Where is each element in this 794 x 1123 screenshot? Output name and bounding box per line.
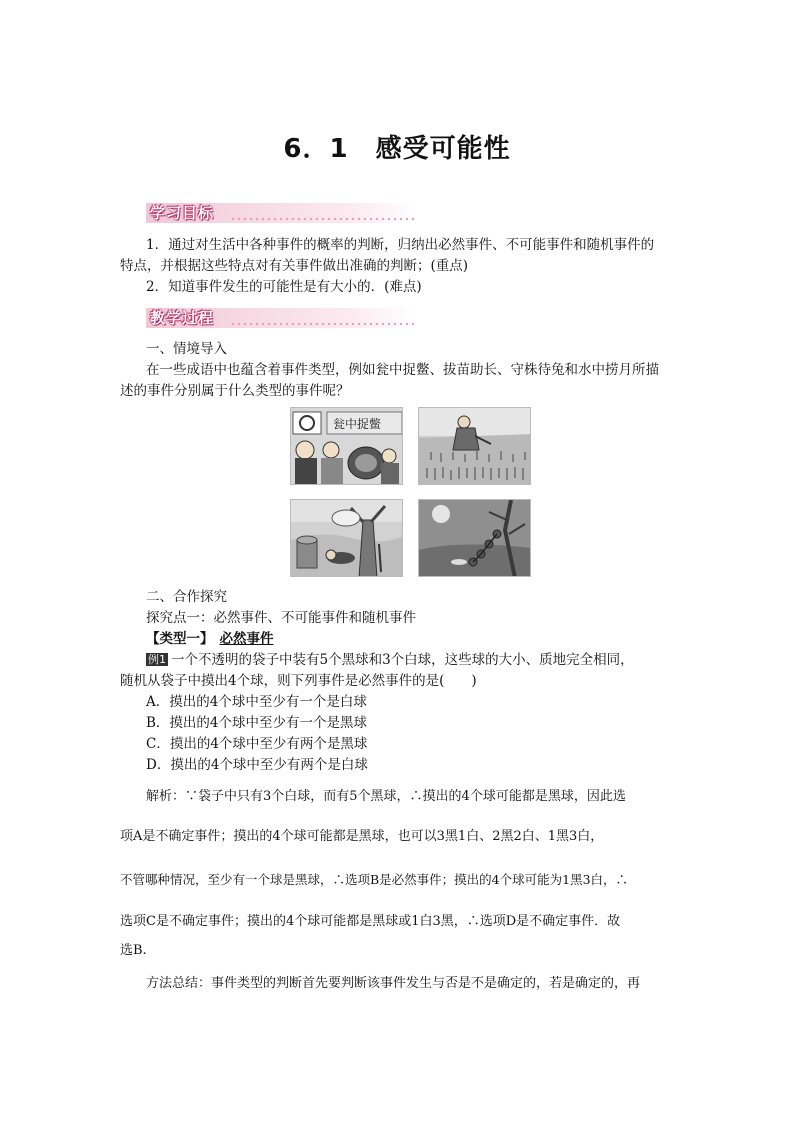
- option-a: A．摸出的4个球中至少有一个是白球: [146, 694, 367, 710]
- exploration-point-1: 探究点一：必然事件、不可能事件和随机事件: [146, 610, 416, 626]
- idiom-illustrations: [290, 407, 532, 577]
- illustration-turtle-in-jar: [290, 407, 403, 485]
- illustration-caption: 瓮中捉鳖: [333, 417, 382, 431]
- teaching-process-banner: [146, 308, 416, 328]
- teaching-process-tag: 教学过程: [150, 309, 215, 327]
- intro-line-2: 述的事件分别属于什么类型的事件呢？: [120, 383, 350, 399]
- intro-line-1: 在一些成语中也蕴含着事件类型，例如瓮中捉鳖、拔苗助长、守株待兔和水中捞月所描: [146, 362, 659, 378]
- intro-heading: 一、情境导入: [146, 341, 227, 357]
- option-b: B．摸出的4个球中至少有一个是黑球: [146, 715, 368, 731]
- analysis-line-2: 项A是不确定事件；摸出的4个球可能都是黑球，也可以3黑1白、2黑2白、1黑3白，: [120, 829, 604, 844]
- learning-goals-banner: [146, 203, 416, 223]
- type-1-bracket: 【类型一】: [146, 631, 214, 647]
- banner-dots: [230, 217, 416, 221]
- illustration-waiting-by-stump: [290, 499, 403, 577]
- example-badge: 例1: [148, 653, 166, 666]
- example-1-line-2: 随机从袋子中摸出4个球，则下列事件是必然事件的是( ): [120, 673, 477, 689]
- analysis-line-3: 不管哪种情况，至少有一个球是黑球，∴选项B是必然事件；摸出的4个球可能为1黑3白，∴: [120, 872, 629, 887]
- example-1-text: 一个不透明的袋子中装有5个黑球和3个白球，这些球的大小、质地完全相同，: [171, 652, 634, 668]
- option-d: D．摸出的4个球中至少有两个是白球: [146, 757, 368, 773]
- banner-dots: [230, 322, 416, 326]
- example-1-line-1: [146, 650, 634, 671]
- cooperation-heading: 二、合作探究: [146, 589, 227, 605]
- type-1-name: 必然事件: [219, 631, 274, 647]
- illustration-fishing-for-moon: [418, 499, 531, 577]
- goal-item-1-line-1: 1．通过对生活中各种事件的概率的判断，归纳出必然事件、不可能事件和随机事件的: [146, 237, 655, 253]
- method-summary-line-1: 方法总结：事件类型的判断首先要判断该事件发生与否是不是确定的，若是确定的，再: [146, 976, 641, 991]
- goal-item-1-line-2: 特点，并根据这些特点对有关事件做出准确的判断；(重点): [120, 258, 469, 274]
- page-title: 6．1 感受可能性: [283, 134, 511, 164]
- type-1-heading: [146, 629, 274, 650]
- illustration-pulling-seedlings: [418, 407, 531, 485]
- analysis-line-1: 解析：∵袋子中只有3个白球，而有5个黑球，∴摸出的4个球可能都是黑球，因此选: [146, 789, 626, 804]
- analysis-line-5: 选B.: [120, 943, 147, 958]
- option-c: C．摸出的4个球中至少有两个是黑球: [146, 736, 368, 752]
- goal-item-2: 2．知道事件发生的可能性是有大小的．(难点): [146, 279, 422, 295]
- learning-goals-tag: 学习目标: [150, 204, 215, 222]
- analysis-line-4: 选项C是不确定事件；摸出的4个球可能都是黑球或1白3黑，∴选项D是不确定事件．故: [120, 914, 621, 929]
